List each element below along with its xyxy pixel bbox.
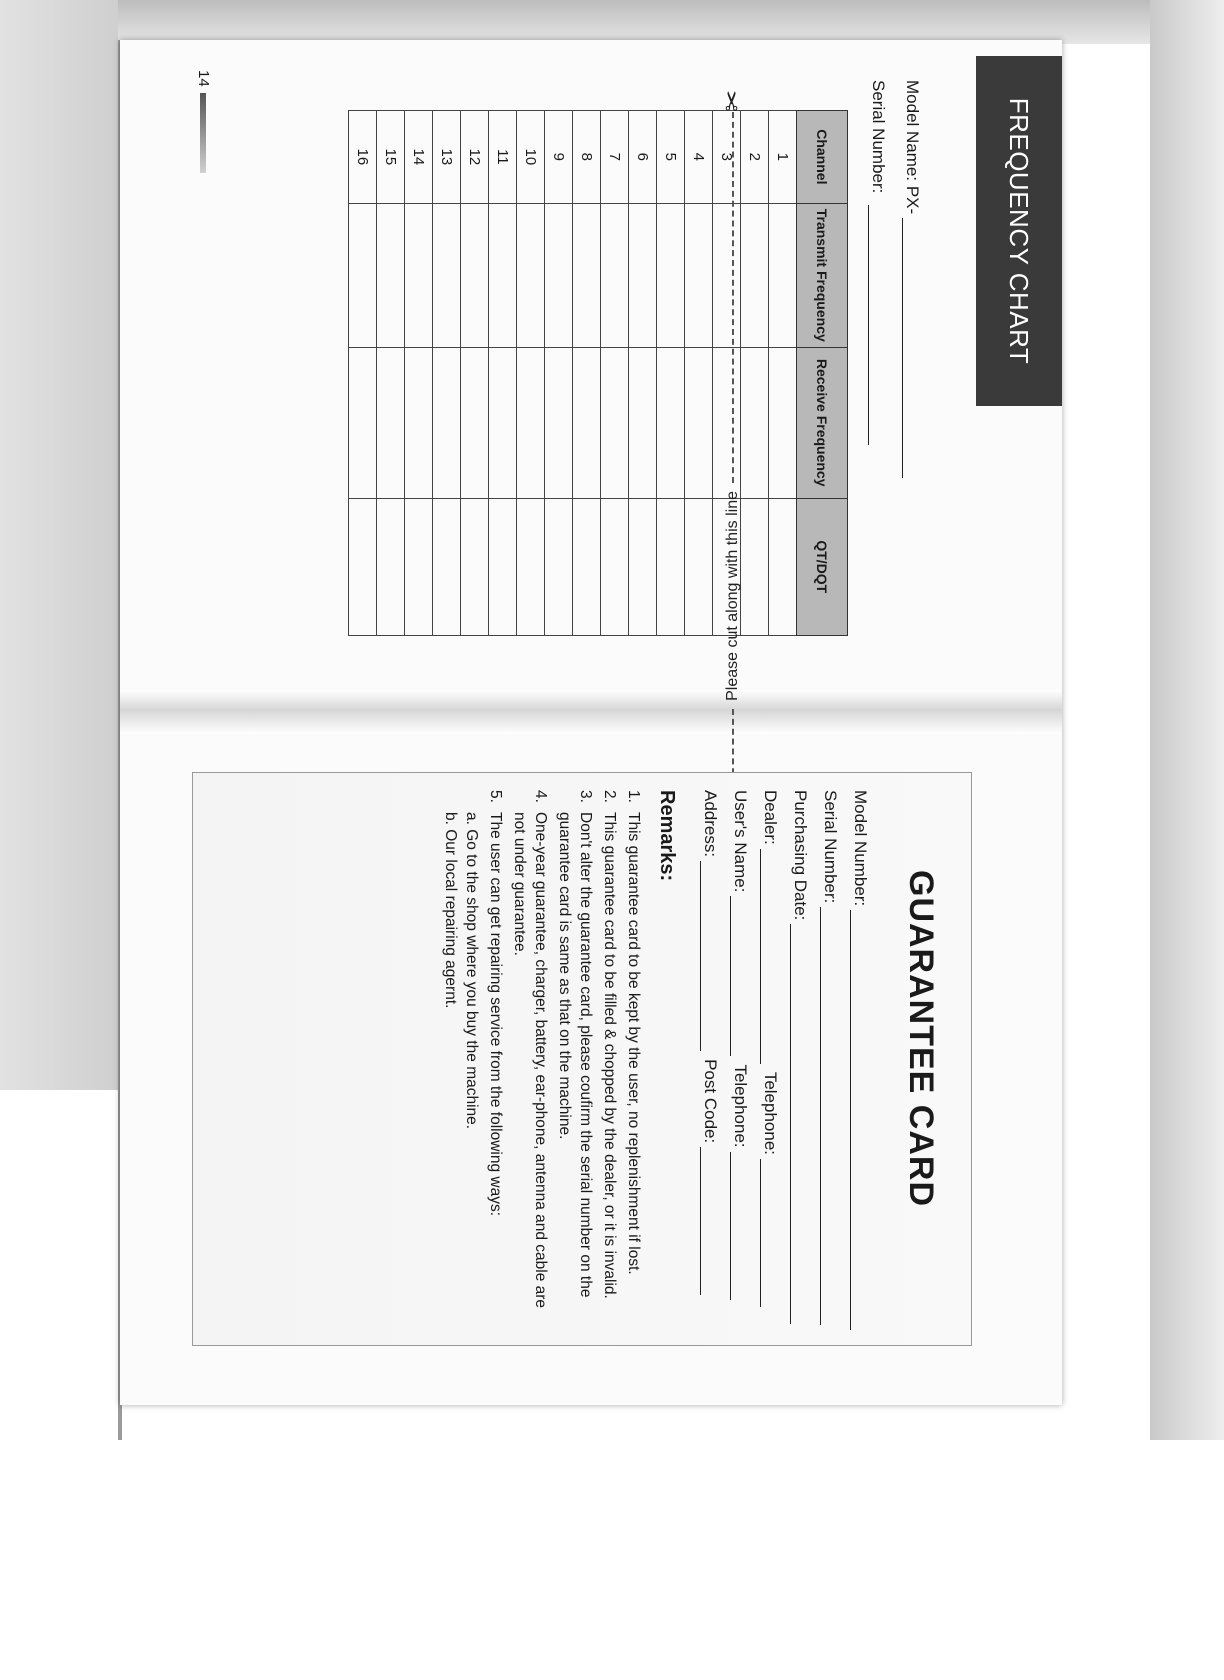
address-blank[interactable] [700,861,719,1051]
receive-cell[interactable] [405,347,433,498]
qt-dqt-cell[interactable] [685,498,713,635]
frequency-chart-page [120,40,1062,690]
transmit-cell[interactable] [349,203,377,347]
model-name-field[interactable] [902,80,922,478]
remark-number: 1. [625,790,642,803]
qt-dqt-cell[interactable] [573,498,601,635]
model-number-label: Model Number: [851,790,870,907]
table-row [545,111,573,636]
table-row [573,111,601,636]
user-telephone-blank[interactable] [730,1152,749,1300]
receive-cell[interactable] [573,347,601,498]
qt-dqt-cell[interactable] [461,498,489,635]
qt-dqt-cell[interactable] [489,498,517,635]
table-row [377,111,405,636]
transmit-cell[interactable] [601,203,629,347]
remark-number: 5. [487,790,504,803]
remark-item [599,790,620,1325]
receive-cell[interactable] [461,347,489,498]
model-name-label: Model Name: PX- [903,80,922,215]
dashed-line [732,112,734,483]
remark-number: 2. [601,790,618,803]
users-name-field[interactable] [730,790,750,1300]
channel-cell: 14 [405,111,433,204]
transmit-cell[interactable] [517,203,545,347]
remark-text: Don't alter the guarantee card, please coufirm the serial number on the guarantee card is same as that on the machine. [556,812,594,1298]
dealer-telephone-label: Telephone: [761,1071,780,1155]
purchasing-date-blank[interactable] [790,924,809,1324]
receive-cell[interactable] [517,347,545,498]
receive-cell[interactable] [545,347,573,498]
receive-cell[interactable] [601,347,629,498]
channel-cell: 12 [461,111,489,204]
frequency-chart-title: FREQUENCY CHART [1004,97,1035,365]
repair-way-item: a. Go to the shop where you buy the machine. [463,812,480,1130]
guarantee-card-title: GUARANTEE CARD [902,870,940,1207]
qt-dqt-cell[interactable] [657,498,685,635]
channel-cell: 1 [769,111,797,204]
remark-item [485,790,506,1325]
channel-cell: 7 [601,111,629,204]
purchasing-date-field[interactable] [790,790,810,1324]
table-row [685,111,713,636]
column-header: Channel [797,111,848,204]
qt-dqt-cell[interactable] [769,498,797,635]
channel-cell: 4 [685,111,713,204]
remark-item [509,790,551,1325]
transmit-cell[interactable] [489,203,517,347]
qt-dqt-cell[interactable] [433,498,461,635]
remark-item [623,790,644,1325]
receive-cell[interactable] [685,347,713,498]
book-gutter [120,690,1062,734]
page-number [195,70,212,173]
dealer-label: Dealer: [761,790,780,845]
transmit-cell[interactable] [405,203,433,347]
table-row [349,111,377,636]
table-row [489,111,517,636]
repair-way-item: b. Our local repairing agernt. [442,812,459,1009]
column-header: Transmit Frequency [797,203,848,347]
transmit-cell[interactable] [769,203,797,347]
remarks-list [440,790,644,1325]
transmit-cell[interactable] [573,203,601,347]
table-header-row [797,111,848,636]
remark-text: This guarantee card to be kept by the user, no replenishment if lost. [625,812,642,1275]
frequency-chart-header [976,56,1062,406]
channel-cell: 8 [573,111,601,204]
address-label: Address: [701,790,720,858]
table-row [517,111,545,636]
table-row [405,111,433,636]
table-row [629,111,657,636]
users-name-label: User's Name: [731,790,750,893]
qt-dqt-cell[interactable] [349,498,377,635]
serial-number-blank[interactable] [820,907,839,1325]
channel-cell: 2 [741,111,769,204]
cut-line-text: Please cut along with this line [724,490,741,701]
post-code-label: Post Code: [701,1059,720,1144]
transmit-cell[interactable] [545,203,573,347]
dealer-telephone-blank[interactable] [760,1159,779,1307]
scan-shadow [0,0,118,1090]
channel-cell: 16 [349,111,377,204]
qt-dqt-cell[interactable] [545,498,573,635]
remark-item [554,790,596,1325]
transmit-cell[interactable] [685,203,713,347]
serial-number-field[interactable] [868,80,888,445]
model-name-blank[interactable] [902,218,921,478]
qt-dqt-cell[interactable] [629,498,657,635]
receive-cell[interactable] [657,347,685,498]
channel-cell: 6 [629,111,657,204]
page-number-bar [201,93,207,173]
scan-shadow [1150,0,1224,1440]
scissors-icon: ✂ [717,90,748,112]
column-header: QT/DQT [797,498,848,635]
transmit-cell[interactable] [433,203,461,347]
transmit-cell[interactable] [657,203,685,347]
channel-cell: 3 [713,111,741,204]
receive-cell[interactable] [489,347,517,498]
page-number-text: 14 [195,70,212,87]
scan-shadow [0,0,1224,44]
remark-number: 3. [577,790,594,803]
model-number-field[interactable] [850,790,870,1330]
remark-number: 4. [532,790,549,803]
serial-number-label: Serial Number: [869,80,888,194]
table-row [657,111,685,636]
dealer-field[interactable] [760,790,780,1307]
guarantee-card [180,790,940,1350]
dealer-blank[interactable] [760,849,779,1064]
channel-cell: 10 [517,111,545,204]
transmit-cell[interactable] [629,203,657,347]
channel-cell: 13 [433,111,461,204]
transmit-cell[interactable] [461,203,489,347]
serial-number-blank[interactable] [868,205,887,445]
serial-number-field[interactable] [820,790,840,1325]
qt-dqt-cell[interactable] [377,498,405,635]
remarks-heading: Remarks: [656,790,678,882]
post-code-blank[interactable] [700,1147,719,1295]
qt-dqt-cell[interactable] [601,498,629,635]
users-name-blank[interactable] [730,896,749,1056]
model-number-blank[interactable] [850,910,869,1330]
transmit-cell[interactable] [377,203,405,347]
user-telephone-label: Telephone: [731,1064,750,1148]
receive-cell[interactable] [377,347,405,498]
channel-cell: 9 [545,111,573,204]
purchasing-date-label: Purchasing Date: [791,790,810,921]
qt-dqt-cell[interactable] [405,498,433,635]
remark-text: This guarantee card to be filled & chopped by the dealer, or it is invalid. [601,812,618,1299]
table-row [601,111,629,636]
remark-text: One-year guarantee, charger, battery, ear-phone, antenna and cable are not under guarantee. [511,812,549,1309]
column-header: Receive Frequency [797,347,848,498]
receive-cell[interactable] [349,347,377,498]
frequency-table [348,110,848,636]
serial-number-label: Serial Number: [821,790,840,904]
table-row [461,111,489,636]
table-row [769,111,797,636]
receive-cell[interactable] [433,347,461,498]
receive-cell[interactable] [769,347,797,498]
receive-cell[interactable] [629,347,657,498]
channel-cell: 5 [657,111,685,204]
address-field[interactable] [700,790,720,1295]
qt-dqt-cell[interactable] [517,498,545,635]
channel-cell: 11 [489,111,517,204]
channel-cell: 15 [377,111,405,204]
table-row [433,111,461,636]
remark-text: The user can get repairing service from the following ways: [487,812,504,1217]
